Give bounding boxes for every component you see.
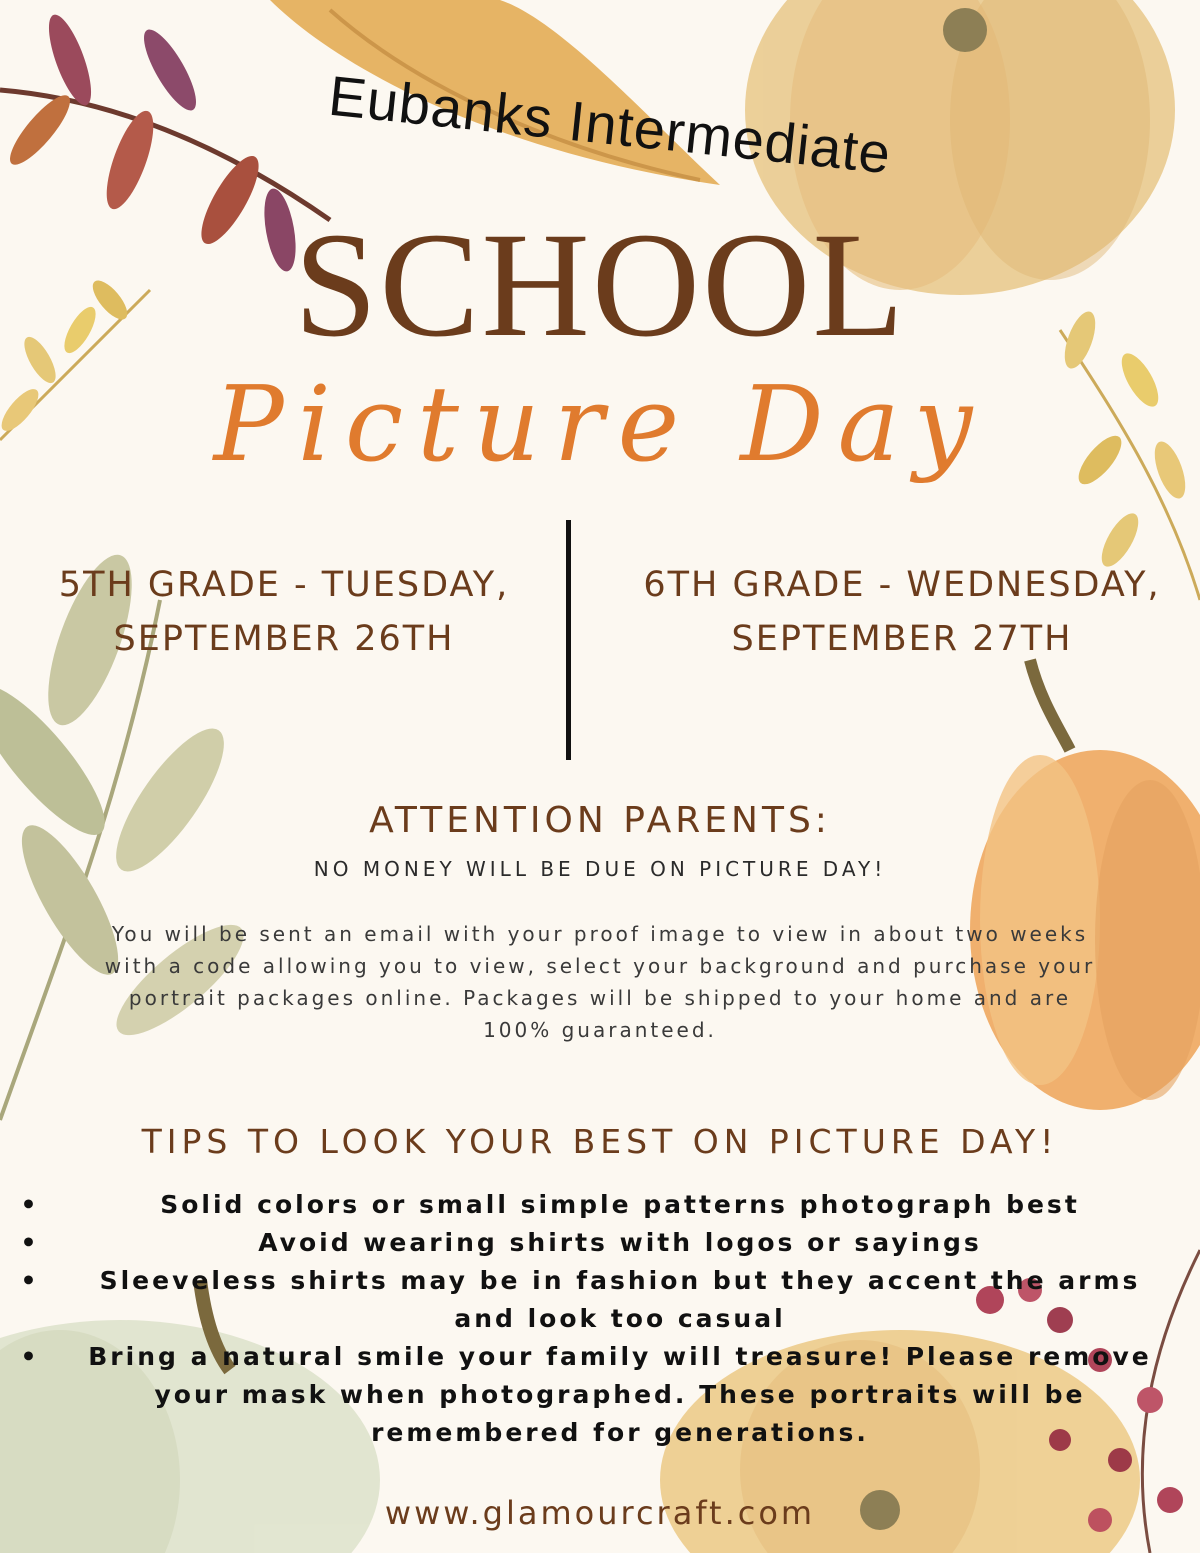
grade-divider (566, 520, 571, 760)
tip-text: Avoid wearing shirts with logos or sayings (258, 1228, 982, 1257)
attention-title: ATTENTION PARENTS: (369, 800, 831, 841)
school-name: Eubanks Intermediate (325, 63, 895, 186)
bullet: • (20, 1190, 40, 1219)
list-item (20, 1262, 1180, 1338)
list-item (20, 1224, 1180, 1262)
headline: SCHOOL (293, 202, 907, 368)
tips-title: TIPS TO LOOK YOUR BEST ON PICTURE DAY! (141, 1122, 1059, 1161)
grade-5-date: 5TH GRADE - TUESDAY, SEPTEMBER 26TH (58, 565, 510, 659)
bullet: • (20, 1228, 40, 1257)
website-link[interactable]: www.glamourcraft.com (384, 1494, 816, 1532)
subhead: Picture Day (213, 363, 987, 485)
info-paragraph: You will be sent an email with your proof image to view in about two weeks with a code allowing you to view, select your background and purchase your portrait packages online. Packages will be shipped to your home and are 100% guaranteed. (104, 922, 1096, 1042)
tip-text: Bring a natural smile your family will treasure! Please remove your mask when photographed. These portraits will be remembered for generations. (88, 1342, 1152, 1447)
list-item (20, 1338, 1180, 1452)
tip-text: Sleeveless shirts may be in fashion but they accent the arms and look too casual (99, 1266, 1141, 1333)
bullet: • (20, 1342, 40, 1371)
list-item (20, 1186, 1180, 1224)
grade-6-date: 6TH GRADE - WEDNESDAY, SEPTEMBER 27TH (643, 565, 1161, 659)
no-money-notice: NO MONEY WILL BE DUE ON PICTURE DAY! (313, 857, 887, 881)
tip-text: Solid colors or small simple patterns photograph best (160, 1190, 1080, 1219)
tips-list (20, 1186, 1180, 1452)
bullet: • (20, 1266, 40, 1295)
